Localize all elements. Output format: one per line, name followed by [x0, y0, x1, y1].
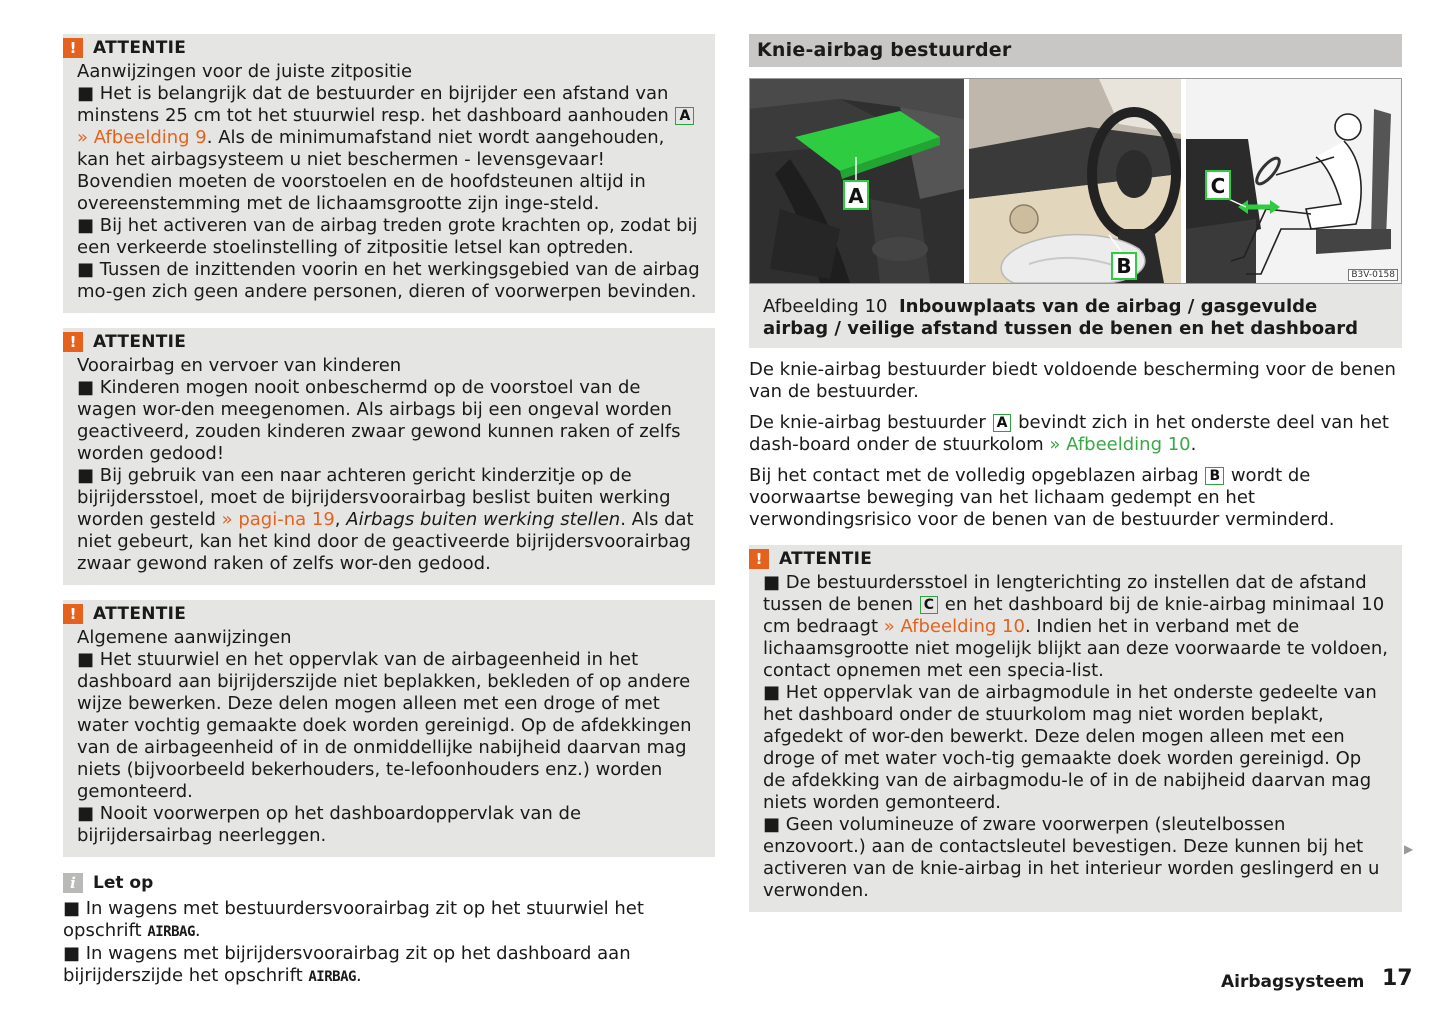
warning-bullet — [77, 83, 701, 215]
note-bullet — [63, 898, 715, 943]
bullet-text: , — [334, 509, 347, 530]
warning-title: ATTENTIE — [93, 38, 187, 58]
figure-ref-box: B — [1205, 467, 1224, 485]
bullet-text: ■ Bij gebruik van een naar achteren gericht kinderzitje op de bijrijdersstoel, moet de bijrijdersvoorairbag beslist buiten werking worden gesteld — [77, 465, 671, 530]
figure-label-b: B — [1116, 254, 1132, 278]
bullet-text: ■ In wagens met bestuurdersvoorairbag zit op het stuurwiel het opschrift — [63, 898, 644, 941]
warning-bullet: ■ Tussen de inzittenden voorin en het werkingsgebied van de airbag mo-gen zich geen andere personen, dieren of voorwerpen bevinden. — [77, 259, 700, 302]
warning-header — [63, 37, 701, 59]
page-link[interactable]: » pagi-na 19 — [221, 509, 335, 530]
warning-header — [749, 548, 1388, 570]
footer-section-title: Airbagsysteem — [1221, 972, 1365, 992]
figure-caption — [749, 284, 1402, 348]
warning-icon: ! — [63, 332, 83, 352]
warning-title: ATTENTIE — [93, 332, 187, 352]
figure-label-a: A — [848, 184, 864, 208]
footwell-illustration — [750, 79, 964, 283]
page-number: 17 — [1382, 966, 1413, 991]
bullet-text: . Als dat niet gebeurt, kan het kind door de geactiveerde bijrijdersvoorairbag zwaar gewond raken of zelfs wor-den gedood. — [77, 509, 694, 574]
warning-subtitle: Algemene aanwijzingen — [77, 627, 292, 648]
figure-link[interactable]: » Afbeelding 10 — [883, 616, 1025, 637]
figure-link[interactable]: » Afbeelding 10 — [1049, 434, 1191, 455]
section-ref-italic: Airbags buiten werking stellen — [346, 509, 621, 530]
section-title: Knie-airbag bestuurder — [749, 34, 1402, 67]
bullet-text: . — [194, 920, 201, 941]
note-header — [63, 872, 715, 894]
warning-icon: ! — [63, 604, 83, 624]
bullet-text: . Als de minimumafstand niet wordt aangehouden, kan het airbagsysteem u niet beschermen - levensgevaar! Bovendien moeten de voorstoelen en de hoofdsteunen altijd in overeenstemming met de lichaamsgrootte zijn inge-steld. — [77, 127, 665, 214]
figure-label-c: C — [1210, 174, 1226, 198]
warning-title: ATTENTIE — [93, 604, 187, 624]
warning-bullet: ■ Bij het activeren van de airbag treden grote krachten op, zodat bij een verkeerde stoelinstelling of zitpositie letsel kan optreden. — [77, 215, 698, 258]
warning-bullet — [763, 572, 1388, 682]
figure-ref-box: A — [675, 107, 694, 125]
warning-subtitle: Aanwijzingen voor de juiste zitpositie — [77, 61, 413, 82]
warning-bullet: ■ Het stuurwiel en het oppervlak van de airbageenheid in het dashboard aan bijrijderszijde niet beplakken, bekleden of op andere wijze bewerken. Deze delen mogen alleen met een droge of met water vochtig gemaakte doek worden gereinigd. Op de afdekkingen van de airbageenheid of in de onmiddellijke nabijheid daarvan mag niets (bijvoorbeeld bekerhouders, te-lefoonhouders enz.) worden gemonteerd. — [77, 649, 692, 802]
bullet-text: . — [355, 965, 362, 986]
interior-illustration — [969, 79, 1181, 283]
warning-box-seating — [63, 34, 715, 313]
bullet-text: . Indien het in verband met de lichaamsgrootte niet mogelijk blijkt aan deze voorwaarde te voldoen, contact opnemen met een specia-list. — [763, 616, 1388, 681]
figure-code: B3V-0158 — [1348, 269, 1398, 281]
right-column — [749, 34, 1402, 927]
paragraph-text: De knie-airbag bestuurder — [749, 412, 992, 433]
note-title: Let op — [93, 873, 154, 893]
figure-panel-knee-airbag-location — [750, 79, 964, 283]
bullet-text: ■ In wagens met bijrijdersvoorairbag zit op het dashboard aan bijrijderszijde het opschrift — [63, 943, 631, 986]
caption-label: Afbeelding 10 — [763, 296, 888, 317]
warning-subtitle: Voorairbag en vervoer van kinderen — [77, 355, 402, 376]
driver-distance-illustration — [1186, 79, 1401, 283]
warning-bullet: ■ Het oppervlak van de airbagmodule in het onderste gedeelte van het dashboard onder de stuurkolom mag niet worden beplakt, afgedekt of wor-den bewerkt. Deze delen mogen alleen met een droge of met water voch-tig gemaakte doek worden gereinigd. Op de afdekking van de airbagmodu-le of in de nabijheid daarvan mag niets worden gemonteerd. — [763, 682, 1377, 813]
airbag-inscription: AIRBAG — [308, 969, 356, 985]
warning-icon: ! — [63, 38, 83, 58]
info-icon: i — [63, 873, 83, 893]
body-paragraph: De knie-airbag bestuurder biedt voldoende bescherming voor de benen van de bestuurder. — [749, 359, 1396, 402]
bullet-text: en het dashboard bij de knie-airbag minimaal 10 cm bedraagt — [763, 594, 1385, 637]
figure-link[interactable]: » Afbeelding 9 — [77, 127, 207, 148]
paragraph-text: wordt de voorwaartse beweging van het lichaam gedempt en het verwondingsrisico voor de benen van de bestuurder verminderd. — [749, 465, 1335, 530]
left-column — [63, 34, 715, 988]
caption-text: Inbouwplaats van de airbag / gasgevulde airbag / veilige afstand tussen de benen en het dashboard — [763, 296, 1359, 339]
bullet-text: ■ De bestuurdersstoel in lengterichting zo instellen dat de afstand tussen de benen — [763, 572, 1367, 615]
warning-bullet: ■ Kinderen mogen nooit onbeschermd op de voorstoel van de wagen wor-den meegenomen. Als airbags bij een ongeval worden geactiveerd, zouden kinderen zwaar gewond kunnen raken of zelfs worden gedood! — [77, 377, 681, 464]
figure-panel-safe-distance — [1186, 79, 1401, 283]
body-paragraph — [749, 412, 1402, 456]
warning-header — [63, 603, 701, 625]
paragraph-text: . — [1190, 434, 1197, 455]
figure-10 — [749, 78, 1402, 284]
body-paragraph — [749, 465, 1402, 531]
note-bullet — [63, 943, 715, 988]
airbag-inscription: AIRBAG — [147, 924, 195, 940]
figure-ref-box: A — [993, 414, 1012, 432]
warning-title: ATTENTIE — [779, 549, 873, 569]
warning-bullet: ■ Geen volumineuze of zware voorwerpen (sleutelbossen enzovoort.) aan de contactsleutel bevestigen. Deze kunnen bij het activeren van de knie-airbag in het interieur worden geslingerd en u verwonden. — [763, 814, 1380, 901]
warning-box-knee-airbag — [749, 545, 1402, 912]
note-box — [63, 872, 715, 988]
warning-box-general — [63, 600, 715, 857]
figure-panel-inflated-airbag — [969, 79, 1181, 283]
paragraph-text: bevindt zich in het onderste deel van het dash-board onder de stuurkolom — [749, 412, 1389, 455]
paragraph-text: Bij het contact met de volledig opgeblazen airbag — [749, 465, 1205, 486]
warning-box-children — [63, 328, 715, 585]
warning-bullet: ■ Nooit voorwerpen op het dashboardoppervlak van de bijrijdersairbag neerleggen. — [77, 803, 582, 846]
bullet-text: ■ Het is belangrijk dat de bestuurder en bijrijder een afstand van minstens 25 cm tot het stuurwiel resp. het dashboard aanhouden — [77, 83, 675, 126]
figure-ref-box: C — [920, 596, 938, 614]
continue-arrow-icon: ▶ — [1404, 842, 1414, 856]
warning-bullet — [77, 465, 701, 575]
warning-header — [63, 331, 701, 353]
warning-icon: ! — [749, 549, 769, 569]
